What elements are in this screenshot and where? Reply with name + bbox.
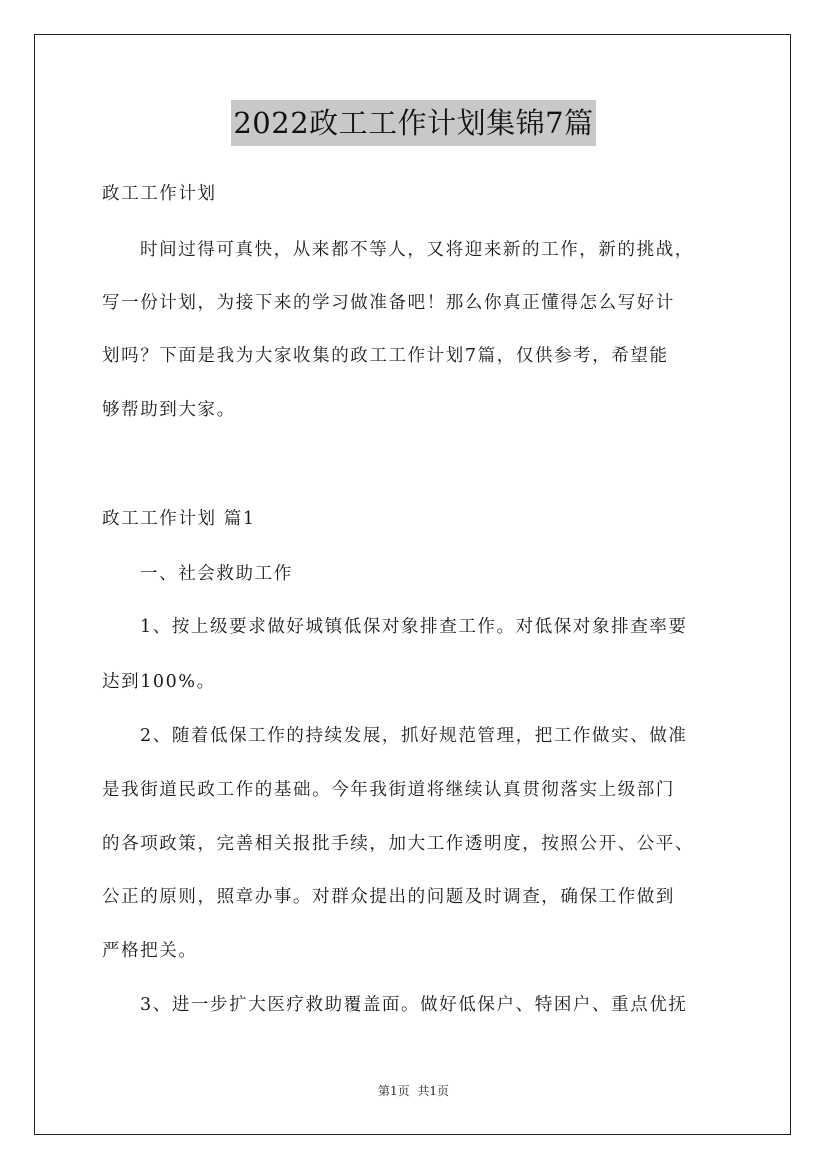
paragraph-line: 划吗？下面是我为大家收集的政工工作计划7篇，仅供参考，希望能 [102,346,669,366]
paragraph-line: 1、按上级要求做好城镇低保对象排查工作。对低保对象排查率要 [140,617,688,637]
document-title: 2022政工工作计划集锦7篇 [231,100,595,146]
paragraph-line: 公正的原则，照章办事。对群众提出的问题及时调查，确保工作做到 [102,887,675,907]
paragraph-line: 够帮助到大家。 [102,400,236,420]
paragraph-line: 3、进一步扩大医疗救助覆盖面。做好低保户、特困户、重点优抚 [140,995,688,1015]
paragraph-line: 达到100%。 [102,672,216,692]
page-number: 第1页 [377,1084,410,1098]
paragraph-line: 写一份计划，为接下来的学习做准备吧！那么你真正懂得怎么写好计 [102,293,675,313]
title-container [0,100,827,146]
page-total: 共1页 [417,1084,450,1098]
page-footer [0,1083,827,1099]
paragraph-line: 时间过得可真快，从来都不等人，又将迎来新的工作，新的挑战， [140,240,694,260]
paragraph-line: 是我街道民政工作的基础。今年我街道将继续认真贯彻落实上级部门 [102,780,675,800]
subsection-heading: 一、社会救助工作 [140,564,293,584]
paragraph-line: 2、随着低保工作的持续发展，抓好规范管理，把工作做实、做准 [140,726,688,746]
paragraph-line: 的各项政策，完善相关报批手续，加大工作透明度，按照公开、公平、 [102,834,695,854]
section-heading: 政工工作计划 篇1 [102,509,256,529]
paragraph-line: 严格把关。 [102,941,198,961]
section-heading: 政工工作计划 [102,184,217,204]
